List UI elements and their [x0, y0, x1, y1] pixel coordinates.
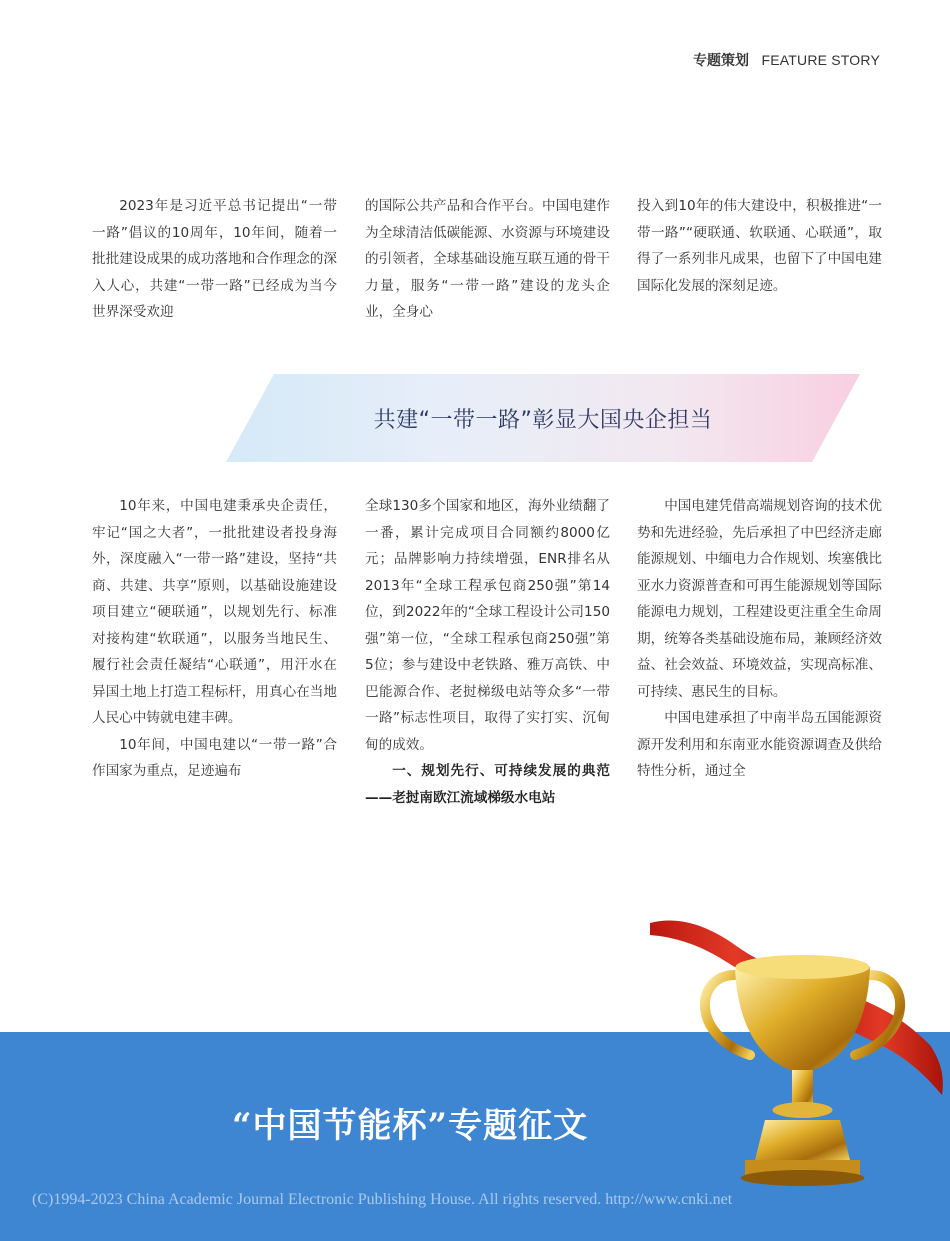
intro-paragraph-3: 投入到10年的伟大建设中，积极推进“一带一路”“硬联通、软联通、心联通”，取得了一系列非凡成果，也留下了中国电建国际化发展的深刻足迹。 — [637, 198, 882, 294]
body-paragraph: 10年间，中国电建以“一带一路”合作国家为重点，足迹遍布 — [92, 736, 337, 779]
intro-column-3 — [637, 193, 882, 299]
trophy-icon — [640, 905, 950, 1205]
subsection-heading: 一、规划先行、可持续发展的典范——老挝南欧江流域梯级水电站 — [365, 763, 610, 806]
body-paragraph: 中国电建凭借高端规划咨询的技术优势和先进经验，先后承担了中巴经济走廊能源规划、中缅电力合作规划、埃塞俄比亚水力资源普查和可再生能源规划等国际能源电力规划，工程建设更注重全生命周期，统筹各类基础设施布局，兼顾经济效益、社会效益、环境效益，实现高标准、可持续、惠民生的目标。 — [637, 498, 882, 700]
copyright-notice: (C)1994-2023 China Academic Journal Electronic Publishing House. All rights reserved. http://www.cnki.net — [32, 1191, 733, 1208]
intro-paragraph-2: 的国际公共产品和合作平台。中国电建作为全球清洁低碳能源、水资源与环境建设的引领者，全球基础设施互联互通的骨干力量，服务“一带一路”建设的龙头企业，全身心 — [365, 198, 610, 320]
section-name-en: FEATURE STORY — [761, 52, 880, 68]
contest-title: “中国节能杯”专题征文 — [232, 1106, 589, 1146]
body-paragraph: 全球130多个国家和地区，海外业绩翻了一番，累计完成项目合同额约8000亿元；品牌影响力持续增强，ENR排名从2013年“全球工程承包商250强”第14位，到2022年的“全球工程设计公司150强”第一位，“全球工程承包商250强”第5位；参与建设中老铁路、雅万高铁、中巴能源合作、老挝梯级电站等众多“一带一路”标志性项目，取得了实打实、沉甸甸的成效。 — [365, 498, 610, 753]
section-banner-title: 共建“一带一路”彰显大国央企担当 — [373, 407, 713, 433]
section-name-cn: 专题策划 — [693, 53, 750, 69]
body-paragraph: 10年来，中国电建秉承央企责任，牢记“国之大者”，一批批建设者投身海外，深度融入“一带一路”建设，坚持“共商、共建、共享”原则，以基础设施建设项目建立“硬联通”，以规划先行、标准对接构建“软联通”，以服务当地民生、履行社会责任凝结“心联通”，用汗水在异国土地上打造工程标杆，用真心在当地人民心中铸就电建丰碑。 — [92, 498, 337, 726]
intro-column-1 — [92, 193, 337, 326]
intro-column-2 — [365, 193, 610, 326]
intro-paragraph-1: 2023年是习近平总书记提出“一带一路”倡议的10周年，10年间，随着一批批建设成果的成功落地和合作理念的深入人心，共建“一带一路”已经成为当今世界深受欢迎 — [92, 198, 337, 320]
body-column-1 — [92, 493, 337, 785]
body-paragraph: 中国电建承担了中南半岛五国能源资源开发利用和东南亚水能资源调查及供给特性分析，通过全 — [637, 710, 882, 779]
section-header — [693, 50, 880, 70]
body-column-2 — [365, 493, 610, 811]
body-column-3 — [637, 493, 882, 785]
